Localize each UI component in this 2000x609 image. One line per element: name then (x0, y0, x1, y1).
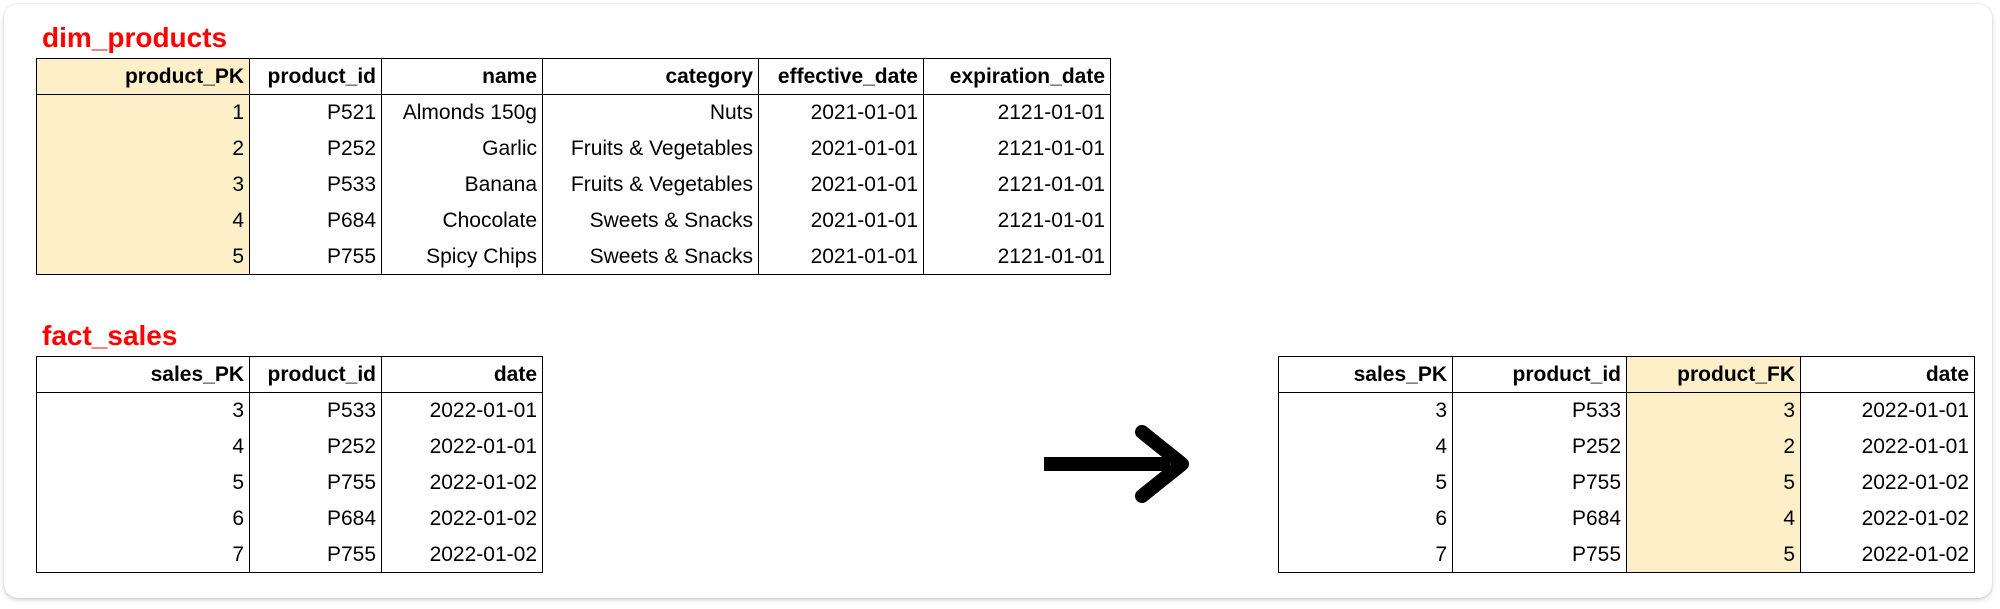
cell-product-id: P533 (250, 167, 382, 203)
cell-sales-pk: 7 (37, 537, 250, 573)
cell-sales-pk: 4 (1279, 429, 1453, 465)
table-row (37, 501, 543, 537)
cell-date: 2022-01-01 (382, 429, 543, 465)
table-row (37, 239, 1111, 275)
cell-product-pk: 3 (37, 167, 250, 203)
table-row (1279, 393, 1975, 429)
table-row (37, 429, 543, 465)
cell-date: 2022-01-01 (382, 393, 543, 429)
column-header-product-fk: product_FK (1627, 357, 1801, 393)
cell-date: 2022-01-02 (1801, 537, 1975, 573)
cell-product-id: P755 (1453, 537, 1627, 573)
dim-products-table (36, 58, 1111, 275)
cell-expiration-date: 2121-01-01 (924, 239, 1111, 275)
cell-date: 2022-01-02 (382, 501, 543, 537)
cell-product-pk: 4 (37, 203, 250, 239)
cell-effective-date: 2021-01-01 (759, 167, 924, 203)
cell-product-fk: 4 (1627, 501, 1801, 537)
column-header-expiration-date: expiration_date (924, 59, 1111, 95)
cell-name: Spicy Chips (382, 239, 543, 275)
table-row (37, 131, 1111, 167)
cell-product-id: P684 (250, 203, 382, 239)
cell-product-fk: 2 (1627, 429, 1801, 465)
table-header-row (37, 59, 1111, 95)
table-header-row (1279, 357, 1975, 393)
cell-sales-pk: 3 (37, 393, 250, 429)
cell-product-id: P252 (250, 429, 382, 465)
table-row (37, 465, 543, 501)
cell-product-id: P684 (250, 501, 382, 537)
cell-effective-date: 2021-01-01 (759, 239, 924, 275)
column-header-category: category (543, 59, 759, 95)
cell-expiration-date: 2121-01-01 (924, 131, 1111, 167)
cell-product-id: P755 (250, 465, 382, 501)
cell-product-pk: 1 (37, 95, 250, 131)
cell-expiration-date: 2121-01-01 (924, 167, 1111, 203)
cell-sales-pk: 5 (1279, 465, 1453, 501)
cell-product-fk: 3 (1627, 393, 1801, 429)
cell-name: Garlic (382, 131, 543, 167)
table-row (1279, 537, 1975, 573)
cell-product-fk: 5 (1627, 465, 1801, 501)
cell-product-fk: 5 (1627, 537, 1801, 573)
column-header-name: name (382, 59, 543, 95)
column-header-product-pk: product_PK (37, 59, 250, 95)
cell-product-id: P755 (250, 239, 382, 275)
cell-product-pk: 5 (37, 239, 250, 275)
column-header-sales-pk: sales_PK (1279, 357, 1453, 393)
cell-date: 2022-01-01 (1801, 429, 1975, 465)
cell-category: Fruits & Vegetables (543, 167, 759, 203)
dim-products-title: dim_products (42, 22, 228, 53)
fact-sales-table (36, 356, 543, 573)
table-row (37, 537, 543, 573)
fact-sales-title: fact_sales (42, 320, 178, 351)
column-header-date: date (1801, 357, 1975, 393)
cell-product-id: P521 (250, 95, 382, 131)
cell-name: Banana (382, 167, 543, 203)
column-header-sales-pk: sales_PK (37, 357, 250, 393)
cell-category: Nuts (543, 95, 759, 131)
table-row (37, 203, 1111, 239)
cell-expiration-date: 2121-01-01 (924, 203, 1111, 239)
cell-product-id: P533 (1453, 393, 1627, 429)
cell-product-pk: 2 (37, 131, 250, 167)
column-header-product-id: product_id (1453, 357, 1627, 393)
cell-category: Sweets & Snacks (543, 203, 759, 239)
table-row (1279, 465, 1975, 501)
cell-expiration-date: 2121-01-01 (924, 95, 1111, 131)
cell-name: Almonds 150g (382, 95, 543, 131)
cell-product-id: P755 (1453, 465, 1627, 501)
cell-sales-pk: 6 (1279, 501, 1453, 537)
diagram-card (4, 4, 1992, 598)
cell-product-id: P755 (250, 537, 382, 573)
cell-product-id: P684 (1453, 501, 1627, 537)
cell-date: 2022-01-02 (1801, 501, 1975, 537)
right-arrow-icon (1042, 424, 1202, 504)
column-header-date: date (382, 357, 543, 393)
cell-product-id: P252 (1453, 429, 1627, 465)
cell-date: 2022-01-01 (1801, 393, 1975, 429)
table-row (1279, 501, 1975, 537)
cell-effective-date: 2021-01-01 (759, 95, 924, 131)
table-row (37, 95, 1111, 131)
cell-category: Sweets & Snacks (543, 239, 759, 275)
table-header-row (37, 357, 543, 393)
fact-sales-result-table (1278, 356, 1975, 573)
cell-sales-pk: 4 (37, 429, 250, 465)
cell-sales-pk: 6 (37, 501, 250, 537)
table-row (37, 167, 1111, 203)
cell-date: 2022-01-02 (382, 465, 543, 501)
cell-product-id: P533 (250, 393, 382, 429)
cell-product-id: P252 (250, 131, 382, 167)
cell-date: 2022-01-02 (382, 537, 543, 573)
cell-category: Fruits & Vegetables (543, 131, 759, 167)
cell-sales-pk: 7 (1279, 537, 1453, 573)
column-header-product-id: product_id (250, 59, 382, 95)
column-header-effective-date: effective_date (759, 59, 924, 95)
cell-sales-pk: 5 (37, 465, 250, 501)
table-row (37, 393, 543, 429)
cell-effective-date: 2021-01-01 (759, 203, 924, 239)
column-header-product-id: product_id (250, 357, 382, 393)
cell-date: 2022-01-02 (1801, 465, 1975, 501)
cell-effective-date: 2021-01-01 (759, 131, 924, 167)
table-row (1279, 429, 1975, 465)
cell-sales-pk: 3 (1279, 393, 1453, 429)
cell-name: Chocolate (382, 203, 543, 239)
